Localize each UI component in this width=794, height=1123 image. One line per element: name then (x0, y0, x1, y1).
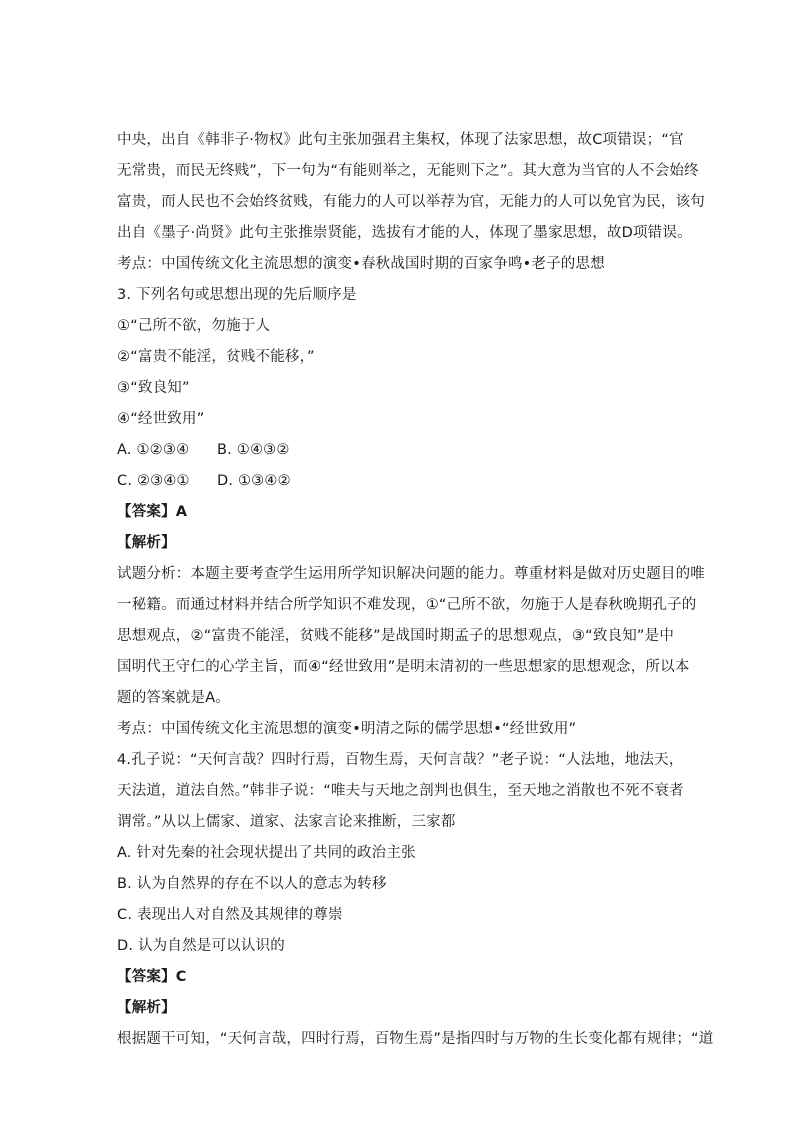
q3-analysis-line: 国明代王守仁的心学主旨，而④“经世致用”是明末清初的一些思想家的思想观念，所以本 (117, 659, 690, 675)
q3-option-c: C. ②③④① (117, 473, 190, 489)
item-1: ①“己所不欲，勿施于人 (117, 318, 271, 334)
item-2: ②“富贵不能淫，贫贱不能移，” (117, 349, 315, 365)
item-3: ③“致良知” (117, 380, 190, 396)
q3-exam-point: 考点：中国传统文化主流思想的演变•明清之际的儒学思想•“经世致用” (117, 721, 577, 737)
text-line: 中央，出自《韩非子·物权》此句主张加强君主集权，体现了法家思想，故C项错误；“官 (117, 132, 684, 148)
q3-option-d: D. ①③④② (217, 473, 291, 489)
question-3-stem: 3. 下列名句或思想出现的先后顺序是 (117, 287, 357, 303)
q3-options-row-1 (117, 440, 677, 460)
q3-analysis-line: 试题分析：本题主要考查学生运用所学知识解决问题的能力。尊重材料是做对历史题目的唯 (117, 566, 705, 582)
q4-option-c: C. 表现出人对自然及其规律的尊崇 (117, 907, 343, 923)
q3-options-row-2 (117, 471, 677, 491)
text-line: 无常贵，而民无终贱”，下一句为“有能则举之，无能则下之”。其大意为当官的人不会始终 (117, 163, 699, 179)
item-4: ④“经世致用” (117, 411, 205, 427)
q3-option-a: A. ①②③④ (117, 442, 190, 458)
q3-analysis-line: 题的答案就是A。 (117, 690, 231, 706)
q4-analysis-line: 根据题干可知，“天何言哉，四时行焉，百物生焉”是指四时与万物的生长变化都有规律；“道 (117, 1031, 714, 1047)
q3-option-b: B. ①④③② (217, 442, 290, 458)
q3-answer: 【答案】A (117, 504, 188, 520)
q4-answer: 【答案】C (117, 969, 187, 985)
q3-analysis-label: 【解析】 (117, 535, 176, 551)
text-line: 出自《墨子·尚贤》此句主张推崇贤能，选拔有才能的人，体现了墨家思想，故D项错误。 (117, 225, 692, 241)
question-4-stem: 天法道，道法自然。”韩非子说：“唯夫与天地之剖判也俱生，至天地之消散也不死不衰者 (117, 783, 684, 799)
exam-point: 考点：中国传统文化主流思想的演变•春秋战国时期的百家争鸣•老子的思想 (117, 256, 605, 272)
q4-analysis-label: 【解析】 (117, 1000, 176, 1016)
q4-option-b: B. 认为自然界的存在不以人的意志为转移 (117, 876, 387, 892)
question-4-stem: 谓常。”从以上儒家、道家、法家言论来推断，三家都 (117, 814, 456, 830)
q3-analysis-line: 思想观点，②“富贵不能淫，贫贱不能移”是战国时期孟子的思想观点，③“致良知”是中 (117, 628, 675, 644)
q4-option-d: D. 认为自然是可以认识的 (117, 938, 285, 954)
text-line: 富贵，而人民也不会始终贫贱，有能力的人可以举荐为官，无能力的人可以免官为民，该句 (117, 194, 705, 210)
q4-option-a: A. 针对先秦的社会现状提出了共同的政治主张 (117, 845, 416, 861)
question-4-stem: 4.孔子说：“天何言哉？四时行焉，百物生焉，天何言哉？”老子说：“人法地，地法天， (117, 752, 684, 768)
q3-analysis-line: 一秘籍。而通过材料并结合所学知识不难发现，①“己所不欲，勿施于人是春秋晚期孔子的 (117, 597, 697, 613)
